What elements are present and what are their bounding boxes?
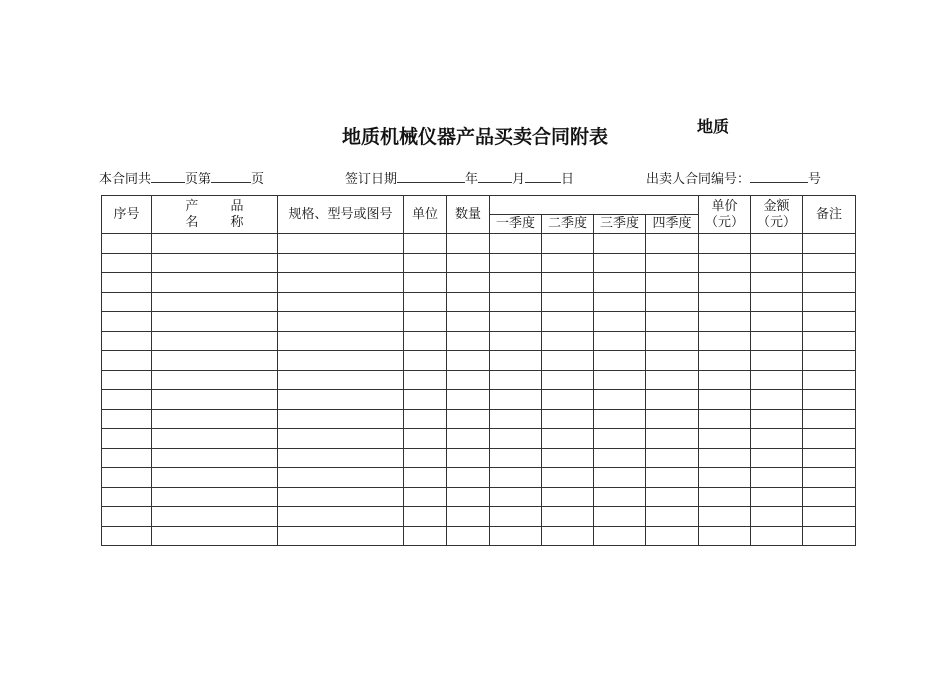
table-cell[interactable] xyxy=(278,292,404,312)
table-cell[interactable] xyxy=(490,429,542,449)
table-cell[interactable] xyxy=(490,390,542,410)
table-cell[interactable] xyxy=(152,409,278,429)
table-cell[interactable] xyxy=(646,448,699,468)
table-cell[interactable] xyxy=(404,429,447,449)
table-cell[interactable] xyxy=(447,507,490,527)
table-cell[interactable] xyxy=(646,273,699,293)
table-cell[interactable] xyxy=(699,526,751,546)
table-cell[interactable] xyxy=(594,253,646,273)
table-cell[interactable] xyxy=(447,487,490,507)
table-cell[interactable] xyxy=(751,370,803,390)
table-cell[interactable] xyxy=(646,468,699,488)
sign-date-label: 签订日期 xyxy=(345,172,398,187)
table-cell[interactable] xyxy=(751,409,803,429)
table-cell[interactable] xyxy=(490,292,542,312)
table-cell[interactable] xyxy=(102,429,152,449)
table-cell[interactable] xyxy=(699,312,751,332)
table-cell[interactable] xyxy=(447,292,490,312)
table-cell[interactable] xyxy=(447,370,490,390)
table-cell[interactable] xyxy=(102,234,152,254)
table-cell[interactable] xyxy=(490,351,542,371)
header-spec: 规格、型号或图号 xyxy=(278,196,404,234)
table-cell[interactable] xyxy=(646,409,699,429)
table-cell[interactable] xyxy=(404,448,447,468)
table-cell[interactable] xyxy=(490,409,542,429)
header-product-name: 产 品 名 称 xyxy=(152,196,278,234)
table-cell[interactable] xyxy=(646,487,699,507)
table-cell[interactable] xyxy=(404,526,447,546)
table-cell[interactable] xyxy=(751,487,803,507)
table-cell[interactable] xyxy=(490,468,542,488)
table-cell[interactable] xyxy=(751,273,803,293)
table-cell[interactable] xyxy=(152,234,278,254)
table-cell[interactable] xyxy=(803,507,856,527)
table-cell[interactable] xyxy=(404,312,447,332)
table-cell[interactable] xyxy=(490,487,542,507)
header-amount-line2: （元） xyxy=(756,214,796,230)
number-suffix: 号 xyxy=(808,172,822,187)
seller-contract-number-line xyxy=(646,168,821,187)
table-cell[interactable] xyxy=(447,409,490,429)
table-cell[interactable] xyxy=(751,312,803,332)
table-row xyxy=(102,292,856,312)
table-cell[interactable] xyxy=(803,487,856,507)
table-cell[interactable] xyxy=(152,487,278,507)
table-cell[interactable] xyxy=(102,312,152,332)
header-quantity: 数量 xyxy=(447,196,490,234)
table-cell[interactable] xyxy=(490,312,542,332)
year-label: 年 xyxy=(465,172,479,187)
table-cell[interactable] xyxy=(699,390,751,410)
table-cell[interactable] xyxy=(542,253,594,273)
month-blank[interactable] xyxy=(478,170,512,183)
table-cell[interactable] xyxy=(490,370,542,390)
page-unit: 页第 xyxy=(185,172,212,187)
table-cell[interactable] xyxy=(699,468,751,488)
day-blank[interactable] xyxy=(525,170,561,183)
table-cell[interactable] xyxy=(102,253,152,273)
table-cell[interactable] xyxy=(152,292,278,312)
table-cell[interactable] xyxy=(699,507,751,527)
table-cell[interactable] xyxy=(102,390,152,410)
table-cell[interactable] xyxy=(447,351,490,371)
table-cell[interactable] xyxy=(594,351,646,371)
table-cell[interactable] xyxy=(594,468,646,488)
header-quarters-group xyxy=(490,196,699,215)
table-cell[interactable] xyxy=(803,409,856,429)
table-cell[interactable] xyxy=(447,234,490,254)
product-table xyxy=(101,195,856,546)
table-cell[interactable] xyxy=(699,253,751,273)
table-cell[interactable] xyxy=(803,312,856,332)
table-cell[interactable] xyxy=(542,234,594,254)
table-cell[interactable] xyxy=(542,448,594,468)
table-cell[interactable] xyxy=(102,487,152,507)
table-row xyxy=(102,273,856,293)
table-cell[interactable] xyxy=(404,487,447,507)
table-cell[interactable] xyxy=(594,234,646,254)
table-row xyxy=(102,312,856,332)
table-cell[interactable] xyxy=(447,312,490,332)
table-cell[interactable] xyxy=(803,273,856,293)
table-cell[interactable] xyxy=(803,351,856,371)
table-cell[interactable] xyxy=(542,273,594,293)
table-cell[interactable] xyxy=(594,370,646,390)
table-cell[interactable] xyxy=(542,429,594,449)
table-cell[interactable] xyxy=(542,390,594,410)
table-cell[interactable] xyxy=(152,526,278,546)
table-cell[interactable] xyxy=(152,390,278,410)
header-seq: 序号 xyxy=(102,196,152,234)
table-cell[interactable] xyxy=(152,273,278,293)
table-cell[interactable] xyxy=(646,292,699,312)
table-cell[interactable] xyxy=(278,526,404,546)
table-row xyxy=(102,448,856,468)
table-cell[interactable] xyxy=(594,526,646,546)
table-cell[interactable] xyxy=(803,253,856,273)
table-cell[interactable] xyxy=(152,468,278,488)
table-cell[interactable] xyxy=(278,370,404,390)
table-cell[interactable] xyxy=(102,331,152,351)
table-cell[interactable] xyxy=(542,370,594,390)
header-amount xyxy=(751,196,803,234)
table-cell[interactable] xyxy=(278,468,404,488)
table-row xyxy=(102,351,856,371)
table-cell[interactable] xyxy=(102,292,152,312)
table-cell[interactable] xyxy=(490,273,542,293)
table-cell[interactable] xyxy=(699,448,751,468)
table-cell[interactable] xyxy=(152,370,278,390)
table-cell[interactable] xyxy=(594,273,646,293)
table-cell[interactable] xyxy=(646,370,699,390)
table-cell[interactable] xyxy=(102,409,152,429)
table-cell[interactable] xyxy=(542,409,594,429)
header-unit: 单位 xyxy=(404,196,447,234)
table-row xyxy=(102,507,856,527)
table-cell[interactable] xyxy=(404,331,447,351)
table-cell[interactable] xyxy=(699,351,751,371)
table-cell[interactable] xyxy=(803,370,856,390)
table-cell[interactable] xyxy=(594,487,646,507)
table-cell[interactable] xyxy=(278,448,404,468)
month-label: 月 xyxy=(512,172,526,187)
day-label: 日 xyxy=(561,172,575,187)
table-cell[interactable] xyxy=(646,351,699,371)
table-cell[interactable] xyxy=(751,507,803,527)
table-cell[interactable] xyxy=(404,409,447,429)
table-cell[interactable] xyxy=(152,312,278,332)
table-cell[interactable] xyxy=(404,390,447,410)
table-cell[interactable] xyxy=(490,526,542,546)
table-row xyxy=(102,487,856,507)
table-cell[interactable] xyxy=(646,507,699,527)
table-cell[interactable] xyxy=(102,448,152,468)
table-row xyxy=(102,370,856,390)
table-cell[interactable] xyxy=(447,448,490,468)
header-unit-price-line2: （元） xyxy=(704,214,744,230)
page-suffix: 页 xyxy=(251,172,265,187)
table-cell[interactable] xyxy=(278,429,404,449)
table-cell[interactable] xyxy=(102,273,152,293)
table-cell[interactable] xyxy=(803,390,856,410)
table-cell[interactable] xyxy=(646,526,699,546)
table-cell[interactable] xyxy=(646,253,699,273)
table-cell[interactable] xyxy=(278,507,404,527)
table-cell[interactable] xyxy=(102,526,152,546)
table-cell[interactable] xyxy=(152,429,278,449)
table-cell[interactable] xyxy=(542,331,594,351)
table-cell[interactable] xyxy=(278,331,404,351)
table-cell[interactable] xyxy=(751,390,803,410)
table-cell[interactable] xyxy=(699,273,751,293)
table-cell[interactable] xyxy=(447,429,490,449)
table-cell[interactable] xyxy=(594,292,646,312)
table-cell[interactable] xyxy=(594,390,646,410)
table-cell[interactable] xyxy=(751,468,803,488)
table-cell[interactable] xyxy=(542,468,594,488)
table-cell[interactable] xyxy=(278,312,404,332)
table-cell[interactable] xyxy=(803,448,856,468)
table-cell[interactable] xyxy=(447,253,490,273)
table-cell[interactable] xyxy=(699,331,751,351)
table-cell[interactable] xyxy=(490,507,542,527)
header-q4: 四季度 xyxy=(646,215,699,234)
table-cell[interactable] xyxy=(404,253,447,273)
header-q3: 三季度 xyxy=(594,215,646,234)
contract-number-blank[interactable] xyxy=(750,170,808,183)
table-row xyxy=(102,234,856,254)
table-cell[interactable] xyxy=(751,292,803,312)
table-cell[interactable] xyxy=(152,331,278,351)
table-cell[interactable] xyxy=(751,253,803,273)
table-cell[interactable] xyxy=(751,331,803,351)
table-row xyxy=(102,468,856,488)
table-cell[interactable] xyxy=(447,390,490,410)
corner-label: 地质 xyxy=(697,117,730,136)
table-cell[interactable] xyxy=(646,429,699,449)
table-cell[interactable] xyxy=(699,429,751,449)
table-cell[interactable] xyxy=(404,507,447,527)
table-cell[interactable] xyxy=(699,292,751,312)
table-cell[interactable] xyxy=(404,292,447,312)
table-cell[interactable] xyxy=(751,448,803,468)
table-cell[interactable] xyxy=(646,390,699,410)
table-cell[interactable] xyxy=(803,526,856,546)
table-row xyxy=(102,390,856,410)
table-row xyxy=(102,526,856,546)
header-q1: 一季度 xyxy=(490,215,542,234)
table-cell[interactable] xyxy=(751,351,803,371)
table-cell[interactable] xyxy=(803,468,856,488)
table-cell[interactable] xyxy=(102,468,152,488)
table-cell[interactable] xyxy=(102,370,152,390)
table-cell[interactable] xyxy=(278,234,404,254)
table-cell[interactable] xyxy=(542,351,594,371)
table-cell[interactable] xyxy=(542,312,594,332)
header-q2: 二季度 xyxy=(542,215,594,234)
page-number-blank[interactable] xyxy=(211,170,251,183)
table-cell[interactable] xyxy=(102,351,152,371)
table-cell[interactable] xyxy=(447,468,490,488)
page-count-line xyxy=(99,168,264,187)
table-cell[interactable] xyxy=(542,507,594,527)
table-cell[interactable] xyxy=(803,429,856,449)
table-cell[interactable] xyxy=(404,273,447,293)
table-cell[interactable] xyxy=(404,351,447,371)
table-cell[interactable] xyxy=(404,468,447,488)
table-cell[interactable] xyxy=(542,526,594,546)
table-cell[interactable] xyxy=(447,331,490,351)
table-cell[interactable] xyxy=(594,507,646,527)
table-cell[interactable] xyxy=(751,429,803,449)
table-body xyxy=(102,234,856,546)
table-cell[interactable] xyxy=(594,429,646,449)
table-cell[interactable] xyxy=(404,370,447,390)
table-cell[interactable] xyxy=(699,370,751,390)
table-cell[interactable] xyxy=(803,331,856,351)
table-cell[interactable] xyxy=(699,234,751,254)
table-cell[interactable] xyxy=(152,253,278,273)
table-cell[interactable] xyxy=(278,273,404,293)
table-cell[interactable] xyxy=(646,234,699,254)
table-cell[interactable] xyxy=(646,312,699,332)
table-cell[interactable] xyxy=(594,331,646,351)
table-cell[interactable] xyxy=(803,234,856,254)
table-cell[interactable] xyxy=(152,351,278,371)
header-unit-price xyxy=(699,196,751,234)
table-cell[interactable] xyxy=(803,292,856,312)
table-cell[interactable] xyxy=(278,253,404,273)
header-unit-price-line1: 单价 xyxy=(711,198,738,214)
table-cell[interactable] xyxy=(594,312,646,332)
table-cell[interactable] xyxy=(751,526,803,546)
table-cell[interactable] xyxy=(751,234,803,254)
table-cell[interactable] xyxy=(699,409,751,429)
total-prefix: 本合同共 xyxy=(99,172,152,187)
table-cell[interactable] xyxy=(278,487,404,507)
table-row xyxy=(102,253,856,273)
table-cell[interactable] xyxy=(542,487,594,507)
table-cell[interactable] xyxy=(490,253,542,273)
table-cell[interactable] xyxy=(152,507,278,527)
table-cell[interactable] xyxy=(447,273,490,293)
year-blank[interactable] xyxy=(397,170,465,183)
table-cell[interactable] xyxy=(594,448,646,468)
table-cell[interactable] xyxy=(404,234,447,254)
header-amount-line1: 金额 xyxy=(763,198,790,214)
table-cell[interactable] xyxy=(542,292,594,312)
table-cell[interactable] xyxy=(278,409,404,429)
page-title: 地质机械仪器产品买卖合同附表 xyxy=(341,126,608,148)
table-cell[interactable] xyxy=(699,487,751,507)
table-cell[interactable] xyxy=(102,507,152,527)
table-row xyxy=(102,331,856,351)
seller-no-label: 出卖人合同编号： xyxy=(646,172,751,187)
table-cell[interactable] xyxy=(152,448,278,468)
table-cell[interactable] xyxy=(594,409,646,429)
table-cell[interactable] xyxy=(490,448,542,468)
table-cell[interactable] xyxy=(490,234,542,254)
table-cell[interactable] xyxy=(447,526,490,546)
table-cell[interactable] xyxy=(278,390,404,410)
header-remark: 备注 xyxy=(803,196,856,234)
table-row xyxy=(102,429,856,449)
table-cell[interactable] xyxy=(646,331,699,351)
table-cell[interactable] xyxy=(278,351,404,371)
table-cell[interactable] xyxy=(490,331,542,351)
total-pages-blank[interactable] xyxy=(151,170,185,183)
sign-date-line xyxy=(345,168,574,187)
table-row xyxy=(102,409,856,429)
